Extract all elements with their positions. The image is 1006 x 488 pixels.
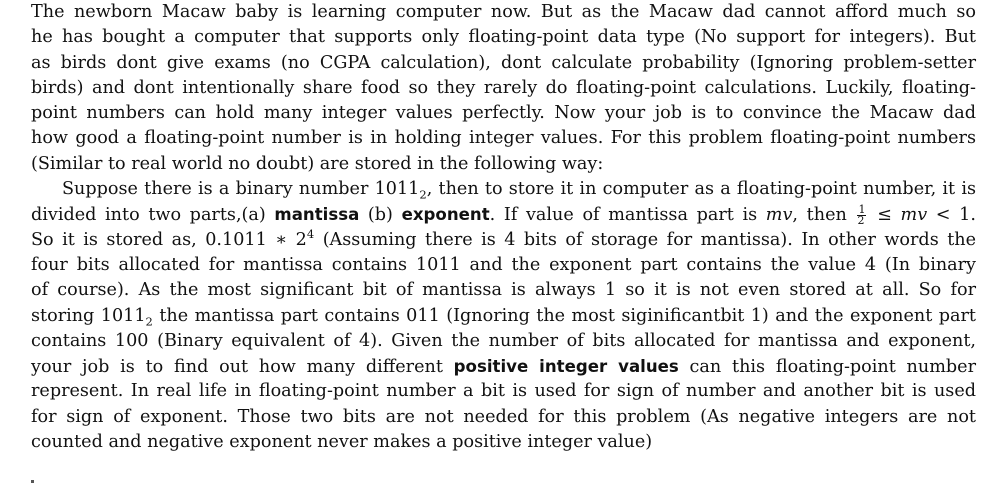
text-run: can this floating-point number: [678, 357, 976, 378]
fraction-denominator: 2: [857, 213, 865, 227]
page-edge-mark: [31, 480, 34, 483]
fraction-numerator: 1: [858, 202, 866, 216]
text-run: So it is stored as, 0.1011 ∗ 2: [31, 229, 307, 250]
paragraph-2-line-11: counted and negative exponent never makes a positive integer value): [31, 432, 653, 453]
text-run: storing 1011: [31, 305, 146, 326]
problem-statement: [31, 0, 976, 455]
text-run: ≤: [868, 205, 901, 226]
paragraph-2-line-6: [31, 304, 976, 329]
subscript: 2: [419, 187, 427, 202]
paragraph-2-line-8: [31, 354, 976, 379]
text-run: , then to store it in computer as a floating-point number, it is: [426, 179, 976, 200]
subscript: 2: [145, 314, 153, 329]
paragraph-2-line-5: of course). As the most significant bit of mantissa is always 1 so it is not even stored at all. So for: [31, 280, 976, 301]
text-run: < 1.: [927, 205, 976, 226]
paragraph-2-line-4: four bits allocated for mantissa contains 1011 and the exponent part contains the value 4 (In binary: [31, 254, 976, 275]
math-variable: mv: [765, 205, 793, 226]
math-variable: mv: [900, 205, 928, 226]
paragraph-2-line-1: [31, 177, 976, 202]
paragraph-1-line-3: as birds dont give exams (no CGPA calculation), dont calculate probability (Ignoring problem-setter: [31, 52, 976, 73]
text-run: (b): [359, 205, 402, 226]
term-mantissa: mantissa: [274, 205, 360, 225]
text-run: , then: [792, 205, 856, 226]
paragraph-1-line-5: point numbers can hold many integer values perfectly. Now your job is to convince the Macaw dad: [31, 103, 976, 124]
text-run: divided into two parts,(a): [31, 205, 275, 226]
text-run: your job is to find out how many different: [31, 357, 454, 378]
paragraph-2-line-2: [31, 202, 976, 227]
paragraph-2-line-7: contains 100 (Binary equivalent of 4). Given the number of bits allocated for mantissa and exponent,: [31, 330, 976, 351]
paragraph-2-line-10: for sign of exponent. Those two bits are not needed for this problem (As negative integers are not: [31, 406, 976, 427]
paragraph-1-line-6: how good a floating-point number is in holding integer values. For this problem floating-point numbers: [31, 128, 976, 149]
paragraph-2-line-3: [31, 228, 976, 253]
paragraph-1-line-4: birds) and dont intentionally share food so they rarely do floating-point calculations. Luckily, floating-: [31, 77, 976, 98]
text-run: (Assuming there is 4 bits of storage for mantissa). In other words the: [314, 229, 977, 250]
text-run: Suppose there is a binary number 1011: [62, 179, 420, 200]
term-positive-integer-values: positive integer values: [453, 357, 679, 377]
paragraph-1-line-1: The newborn Macaw baby is learning computer now. But as the Macaw dad cannot afford much so: [31, 2, 976, 22]
fraction-one-half: [857, 202, 866, 227]
paragraph-2-line-9: represent. In real life in floating-point number a bit is used for sign of number and another bit is used: [31, 381, 976, 402]
superscript: 4: [306, 226, 315, 241]
text-run: . If value of mantissa part is: [489, 205, 766, 226]
paragraph-1-line-2: he has bought a computer that supports only floating-point data type (No support for integers). But: [31, 27, 976, 48]
term-exponent: exponent: [401, 205, 490, 225]
paragraph-1-line-7: (Similar to real world no doubt) are stored in the following way:: [31, 153, 604, 174]
text-run: the mantissa part contains 011 (Ignoring the most siginificantbit 1) and the exponent part: [152, 305, 976, 326]
